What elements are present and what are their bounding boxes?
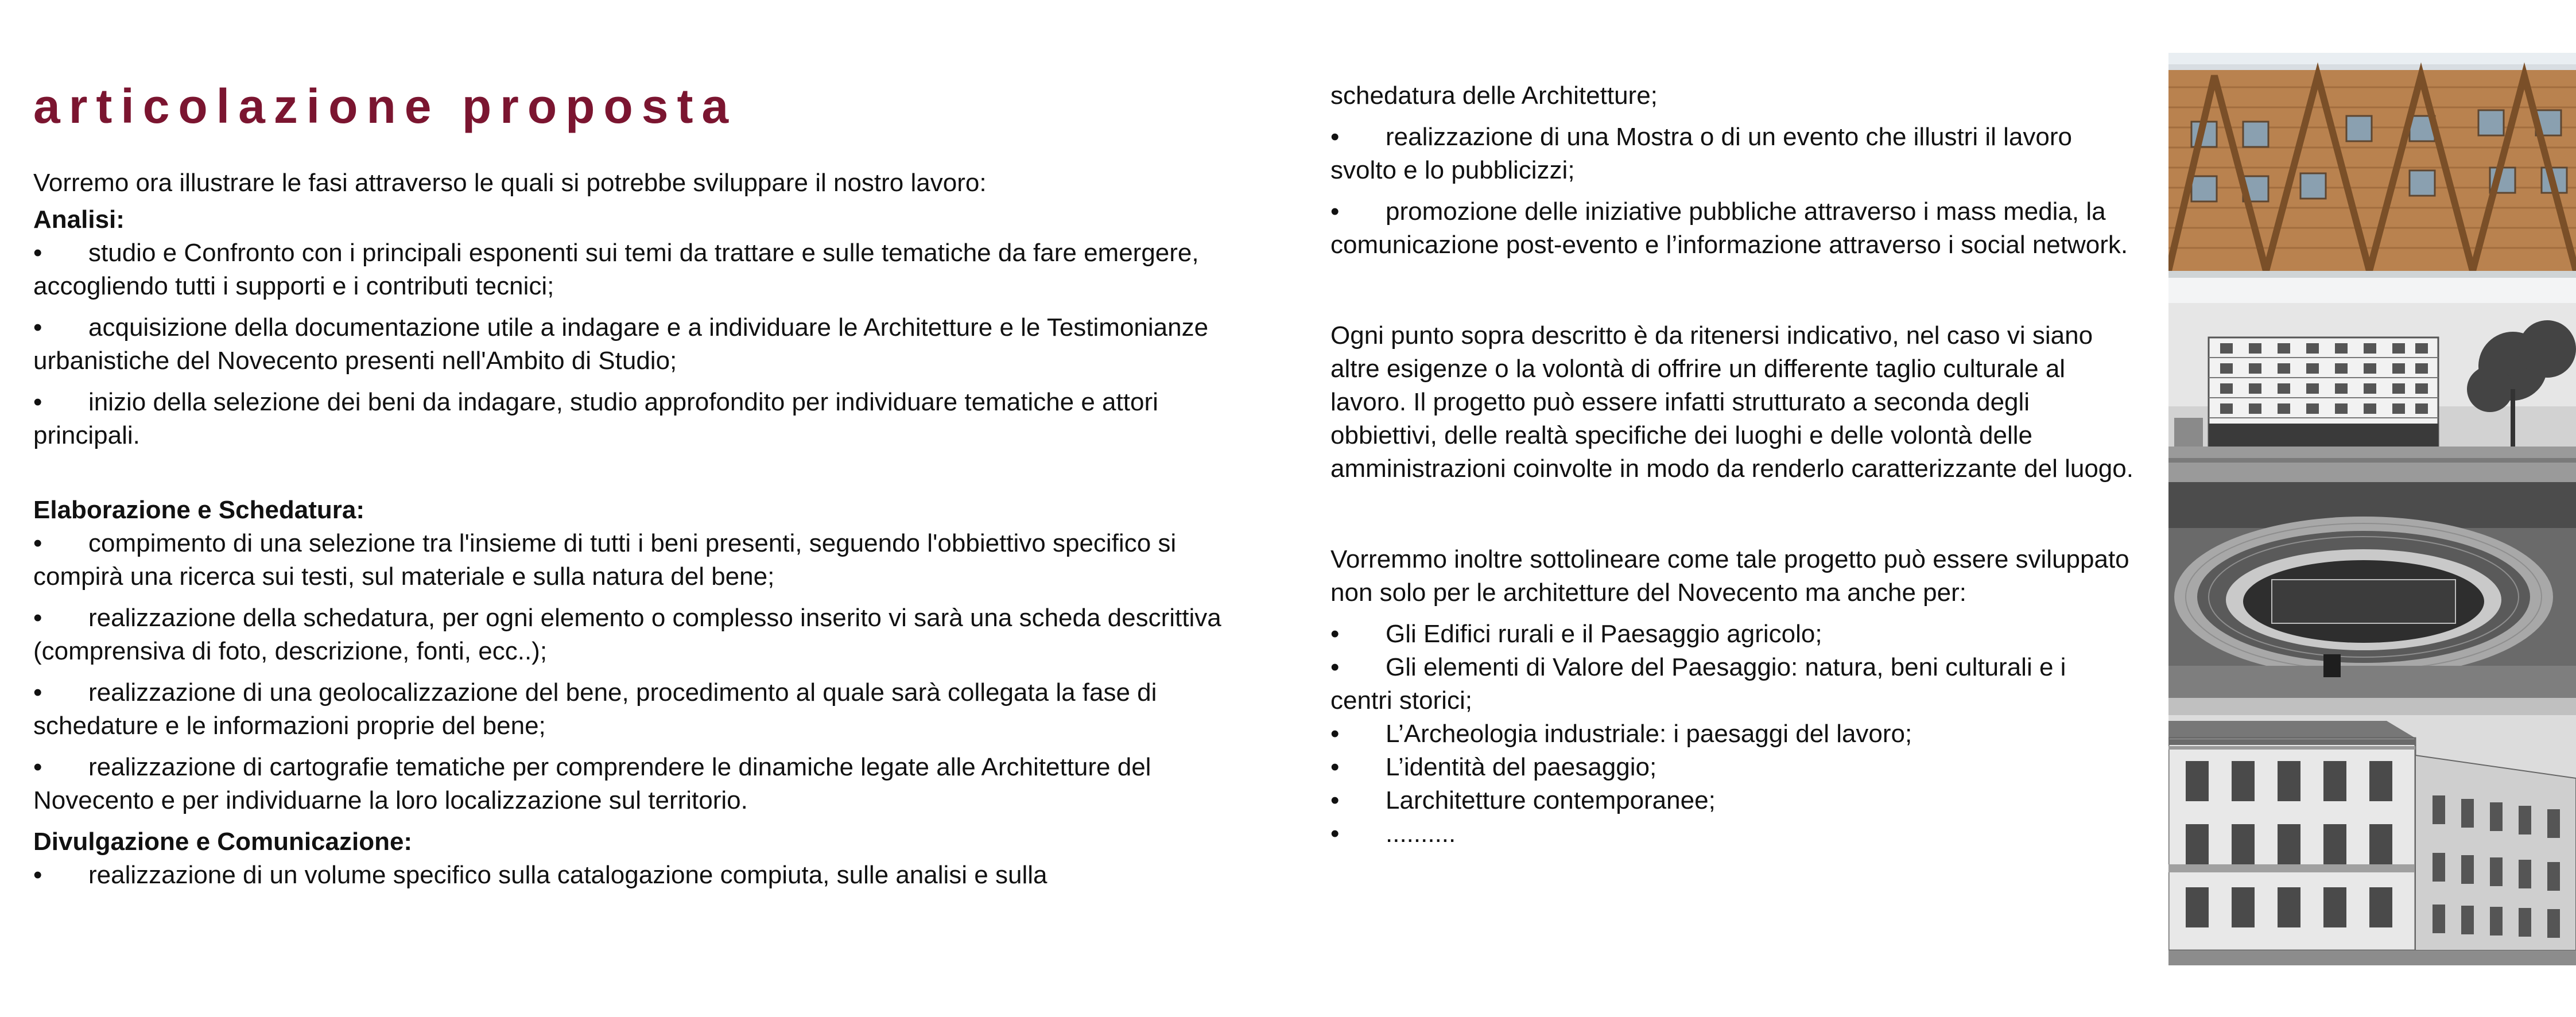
section-heading-divulgazione: Divulgazione e Comunicazione: — [33, 828, 413, 856]
list-item — [1330, 618, 2134, 651]
list-item — [1330, 784, 2134, 817]
analisi-list — [33, 236, 1233, 452]
bullet-mark: • — [33, 604, 42, 632]
bullet-mark: • — [1330, 653, 1340, 681]
list-item-text: Larchitetture contemporanee; — [1386, 786, 1716, 814]
list-item — [33, 236, 1233, 303]
list-item — [33, 676, 1233, 743]
right-column — [1330, 79, 2134, 851]
list-item-text: .......... — [1386, 820, 1456, 848]
historic-street-photo — [2168, 698, 2576, 965]
list-item-text: realizzazione di una geolocalizzazione del bene, procedimento al quale sarà collegata la fase di schedature e le informazioni proprie del bene; — [33, 678, 1157, 740]
list-item — [1330, 817, 2134, 851]
list-item-text: compimento di una selezione tra l'insieme di tutti i beni presenti, seguendo l'obbiettivo specifico si compirà una ricerca sui testi, sul materiale e sulla natura del bene; — [33, 529, 1177, 591]
bullet-mark: • — [1330, 786, 1340, 814]
left-column — [33, 75, 1233, 900]
bullet-mark: • — [33, 388, 42, 416]
divulgazione-list-start — [33, 859, 1233, 892]
divulgazione-list-continued — [1330, 121, 2134, 262]
bullet-mark: • — [33, 239, 42, 267]
list-item-text: inizio della selezione dei beni da indagare, studio approfondito per individuare tematiche e attori principali. — [33, 388, 1158, 449]
bullet-mark: • — [33, 529, 42, 557]
list-item — [33, 859, 1233, 892]
bullet-mark: • — [1330, 820, 1340, 848]
list-item-text: L’identità del paesaggio; — [1386, 753, 1657, 781]
list-item-text: realizzazione di una Mostra o di un evento che illustri il lavoro svolto e lo pubblicizzi; — [1330, 123, 2072, 184]
list-item — [33, 386, 1233, 452]
page-title: articolazione proposta — [33, 79, 738, 133]
section-heading-elaborazione: Elaborazione e Schedatura: — [33, 496, 365, 524]
list-item-text: Gli Edifici rurali e il Paesaggio agricolo; — [1386, 620, 1822, 648]
list-item-text: realizzazione di cartografie tematiche per comprendere le dinamiche legate alle Architetture del Novecento e per individuarne la loro localizzazione sul territorio. — [33, 753, 1151, 814]
section-heading-analisi: Analisi: — [33, 205, 125, 234]
divulgazione-continuation: schedatura delle Architetture; — [1330, 81, 1658, 110]
list-item — [33, 311, 1233, 378]
bullet-mark: • — [1330, 620, 1340, 648]
list-item-text: studio e Confronto con i principali esponenti sui temi da trattare e sulle tematiche da fare emergere, accogliendo tutti i supporti e i contributi tecnici; — [33, 239, 1199, 300]
bullet-mark: • — [33, 753, 42, 781]
list-item — [1330, 195, 2134, 262]
list-item-text: promozione delle iniziative pubbliche attraverso i mass media, la comunicazione post-evento e l’informazione attraverso i social network. — [1330, 197, 2128, 259]
list-item-text: realizzazione di un volume specifico sulla catalogazione compiuta, sulle analisi e sulla — [88, 861, 1048, 889]
list-item — [33, 527, 1233, 593]
bullet-mark: • — [1330, 753, 1340, 781]
bullet-mark: • — [1330, 720, 1340, 748]
list-item-text: realizzazione della schedatura, per ogni elemento o complesso inserito vi sarà una scheda descrittiva (comprensiva di foto, descrizione, fonti, ecc..); — [33, 604, 1221, 665]
apartment-block-photo — [2168, 303, 2576, 482]
list-item — [1330, 121, 2134, 187]
bullet-mark: • — [1330, 197, 1340, 226]
bullet-mark: • — [33, 861, 42, 889]
bullet-mark: • — [33, 313, 42, 341]
list-item — [1330, 751, 2134, 784]
stadium-photo — [2168, 482, 2576, 698]
paragraph-sottolineare: Vorremmo inoltre sottolineare come tale progetto può essere sviluppato non solo per le architetture del Novecento ma anche per: — [1330, 545, 2129, 607]
list-item — [33, 601, 1233, 668]
extra-topics-list — [1330, 618, 2134, 851]
elaborazione-list — [33, 527, 1233, 817]
list-item-text: acquisizione della documentazione utile a indagare e a individuare le Architetture e le Testimonianze urbanistiche del Novecento presenti nell'Ambito di Studio; — [33, 313, 1209, 375]
list-item — [1330, 651, 2134, 717]
photo-strip — [2168, 53, 2576, 965]
list-item — [33, 751, 1233, 817]
intro-text: Vorremo ora illustrare le fasi attraverso le quali si potrebbe sviluppare il nostro lavoro: — [33, 169, 987, 197]
timber-building-photo — [2168, 53, 2576, 303]
bullet-mark: • — [33, 678, 42, 707]
list-item-text: Gli elementi di Valore del Paesaggio: natura, beni culturali e i centri storici; — [1330, 653, 2066, 715]
bullet-mark: • — [1330, 123, 1340, 151]
list-item-text: L’Archeologia industriale: i paesaggi del lavoro; — [1386, 720, 1912, 748]
paragraph-indicativo: Ogni punto sopra descritto è da ritenersi indicativo, nel caso vi siano altre esigenze o la volontà di offrire un differente taglio culturale al lavoro. Il progetto può essere infatti strutturato a seconda degli obbiettivi, delle realtà specifiche dei luoghi e delle volontà delle amministrazioni coinvolte in modo da renderlo caratterizzante del luogo. — [1330, 321, 2133, 483]
list-item — [1330, 717, 2134, 751]
